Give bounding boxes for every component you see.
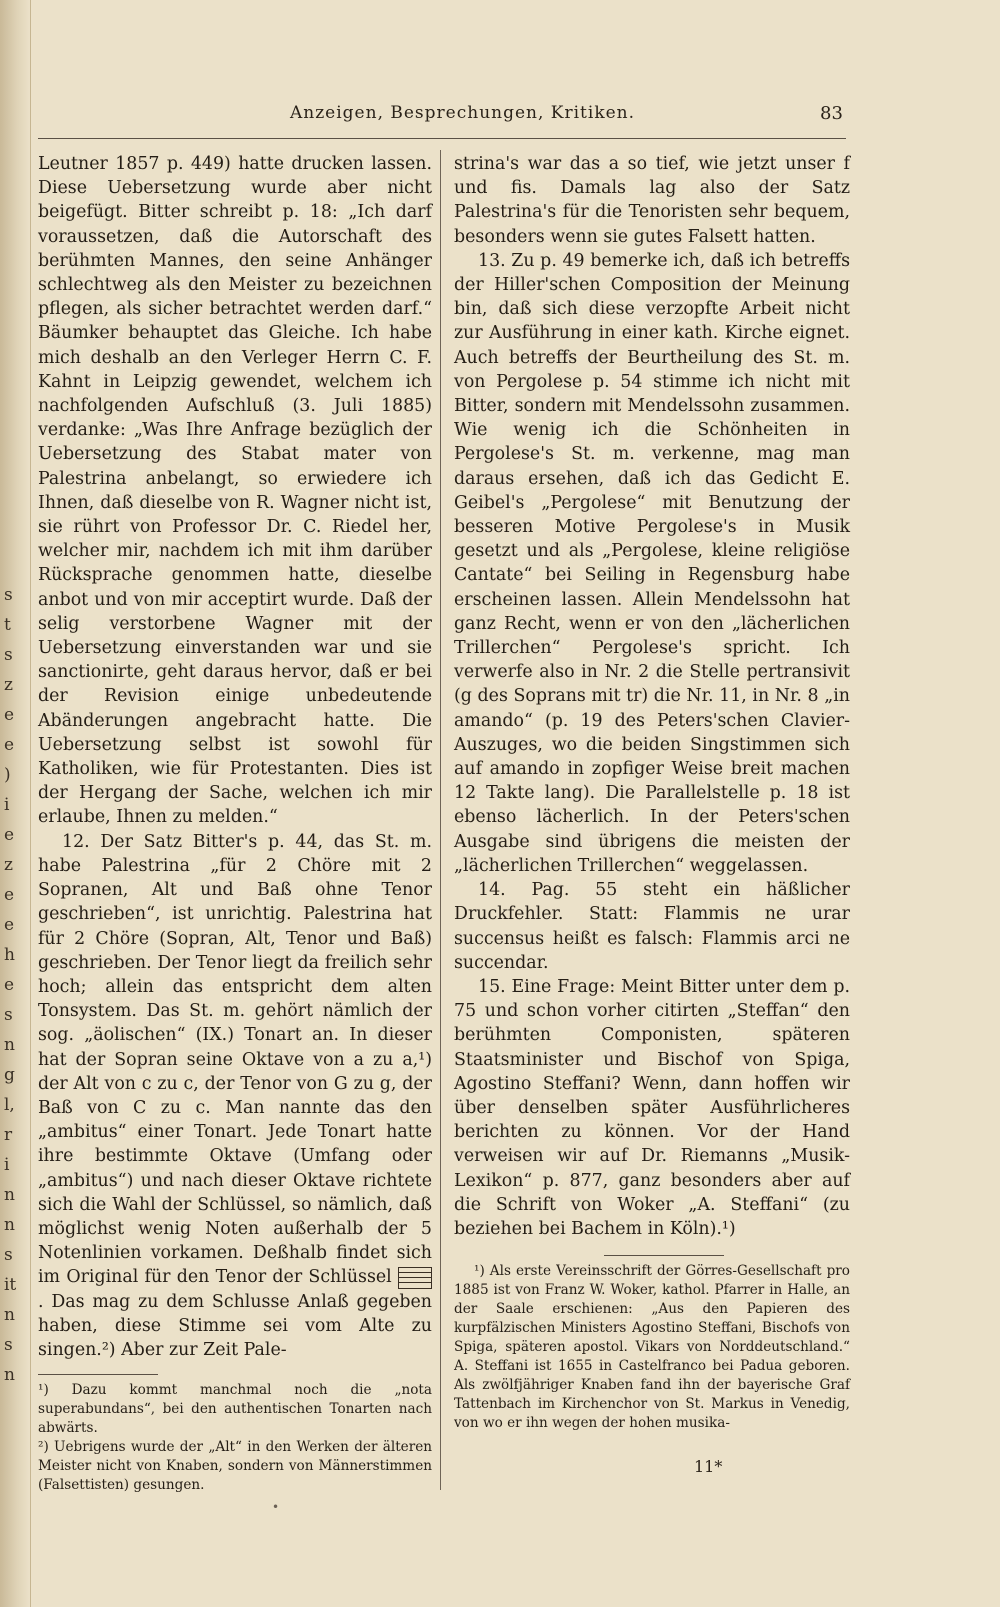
- margin-fragment: g: [4, 1065, 15, 1085]
- margin-fragment: it: [4, 1275, 17, 1295]
- right-column: [454, 152, 850, 1433]
- footnote: ¹) Als erste Vereinsschrift der Görres-Gesellschaft pro 1885 ist von Franz W. Woker, kathol. Pfarrer in Halle, an der Saale erschienen: „Aus den Papieren des kurpfälzischen Ministers Agostino Steffani, Bischofs von Spiga, späteren apostol. Vikars von Norddeutschland.“ A. Steffani ist 1655 in Castelfranco bei Padua geboren. Als zwölfjähriger Knaben fand ihn der bayerische Graf Tattenbach im Kirchenchor von St. Markus in Venedig, von wo er ihn wegen der hohen musika-: [454, 1263, 850, 1432]
- margin-fragment: e: [4, 885, 15, 905]
- margin-fragment: i: [4, 795, 10, 815]
- paragraph: 14. Pag. 55 steht ein häßlicher Druckfehler. Statt: Flammis ne urar succensus heißt es falsch: Flammis arci ne succendar.: [454, 880, 850, 973]
- margin-fragment: s: [4, 585, 13, 605]
- margin-fragment: i: [4, 1155, 10, 1175]
- tenor-clef-icon: [398, 1267, 432, 1289]
- footnote-rule: [604, 1255, 724, 1256]
- margin-fragment: z: [4, 855, 13, 875]
- margin-fragment: l,: [4, 1095, 15, 1115]
- margin-fragment: e: [4, 975, 15, 995]
- binding-edge: [0, 0, 31, 1607]
- footnote: ²) Uebrigens wurde der „Alt“ in den Werken der älteren Meister nicht von Knaben, sondern von Männerstimmen (Falsettisten) gesungen.: [38, 1439, 432, 1494]
- margin-fragment: n: [4, 1035, 15, 1055]
- paragraph: 13. Zu p. 49 bemerke ich, daß ich betreffs der Hiller'schen Composition der Meinung bin, daß sich diese verzopfte Arbeit nicht zur Ausführung in einer kath. Kirche eignet. Auch betreffs der Beurtheilung des St. m. von Pergolese p. 54 stimme ich nicht mit Bitter, sondern mit Mendelssohn zusammen. Wie wenig ich die Schönheiten in Pergolese's St. m. verkenne, mag man daraus ersehen, daß ich das Gedicht E. Geibel's „Pergolese“ mit Benutzung der besseren Motive Pergolese's in Musik gesetzt und als „Pergolese, kleine religiöse Cantate“ bei Seiling in Regensburg habe erscheinen lassen. Allein Mendelssohn hat ganz Recht, wenn er von den „lächerlichen Trillerchen“ Pergolese's spricht. Ich verwerfe also in Nr. 2 die Stelle pertransivit (g des Soprans mit tr) die Nr. 11, in Nr. 8 „in amando“ (p. 19 des Peters'schen Clavier-Auszuges, wo die beiden Singstimmen sich auf amando in zopfiger Weise breit machen 12 Takte lang). Die Parallelstelle p. 18 ist ebenso lächerlich. In der Peters'schen Ausgabe sind übrigens die meisten der „lächerlichen Trillerchen“ weggelassen.: [454, 250, 850, 876]
- signature-mark: 11*: [694, 1457, 723, 1476]
- margin-fragment: e: [4, 705, 15, 725]
- paragraph: Leutner 1857 p. 449) hatte drucken lassen. Diese Uebersetzung wurde aber nicht beigefügt. Bitter schreibt p. 18: „Ich darf voraussetzen, daß die Autorschaft des berühmten Mannes, den seine Anhänger schlechtweg als den Meister zu bezeichnen pflegen, als sicher betrachtet werden darf.“ Bäumker behauptet das Gleiche. Ich habe mich deshalb an den Verleger Herrn C. F. Kahnt in Leipzig gewendet, welchem ich nachfolgenden Aufschluß (3. Juli 1885) verdanke: „Was Ihre Anfrage bezüglich der Uebersetzung des Stabat mater von Palestrina anbelangt, so erwiedere ich Ihnen, daß dieselbe von R. Wagner nicht ist, sie rührt von Professor Dr. C. Riedel her, welcher mir, nachdem ich mit ihm darüber Rücksprache genommen hatte, dieselbe anbot und von mir acceptirt wurde. Daß der selig verstorbene Wagner mit der Uebersetzung einverstanden war und sie sanctionirte, geht daraus hervor, daß er bei der Revision einige unbedeutende Abänderungen angebracht hatte. Die Uebersetzung selbst ist sowohl für Katholiken, wie für Protestanten. Dies ist der Hergang der Sache, welchen ich mir erlaube, Ihnen zu melden.“: [38, 154, 432, 828]
- column-rule: [440, 150, 441, 1490]
- footnote: ¹) Dazu kommt manchmal noch die „nota superabundans“, bei den authentischen Tonarten nach abwärts.: [38, 1382, 432, 1437]
- margin-fragment: s: [4, 1335, 13, 1355]
- page-speck: •: [272, 1500, 280, 1514]
- margin-fragment: r: [4, 1125, 13, 1145]
- margin-fragment: e: [4, 915, 15, 935]
- running-title: Anzeigen, Besprechungen, Kritiken.: [290, 103, 636, 123]
- header-rule: [38, 138, 846, 139]
- margin-fragment: s: [4, 1005, 13, 1025]
- margin-fragment: n: [4, 1185, 15, 1205]
- margin-fragment: e: [4, 825, 15, 845]
- paragraph: strina's war das a so tief, wie jetzt unser f und fis. Damals lag also der Satz Palestrina's für die Tenoristen sehr bequem, besonders wenn sie gutes Falsett hatten.: [454, 154, 850, 247]
- margin-fragment: s: [4, 1245, 13, 1265]
- margin-fragment: e: [4, 735, 15, 755]
- margin-fragment: n: [4, 1365, 15, 1385]
- paragraph-text: Das mag zu dem Schlusse Anlaß gegeben haben, diese Stimme sei vom Alte zu singen.²) Aber zur Zeit Pale-: [38, 1291, 432, 1360]
- margin-fragment: n: [4, 1305, 15, 1325]
- left-column: [38, 152, 432, 1495]
- paragraph: 12. Der Satz Bitter's p. 44, das St. m. habe Palestrina „für 2 Chöre mit 2 Sopranen, Alt und Baß ohne Tenor geschrieben“, ist unrichtig. Palestrina hat für 2 Chöre (Sopran, Alt, Tenor und Baß) geschrieben. Der Tenor liegt da freilich sehr hoch; allein das entspricht dem alten Tonsystem. Das St. m. gehört nämlich der sog. „äolischen“ (IX.) Tonart an. In dieser hat der Sopran seine Oktave von a zu a,¹) der Alt von c zu c, der Tenor von G zu g, der Baß von C zu c. Man nannte das den „ambitus“ einer Tonart. Jede Tonart hatte ihre bestimmte Oktave (Umfang oder „ambitus“) und nach dieser Oktave richtete sich die Wahl der Schlüssel, so nämlich, daß möglichst wenig Noten außerhalb der 5 Notenlinien vorkamen. Deßhalb findet sich im Original für den Tenor der Schlüssel . Das mag zu dem Schlusse Anlaß gegeben haben, diese Stimme sei vom Alte zu singen.²) Aber zur Zeit Pale-: [38, 831, 432, 1360]
- margin-fragment: n: [4, 1215, 15, 1235]
- margin-fragment: h: [4, 945, 15, 965]
- margin-fragment: z: [4, 675, 13, 695]
- footnote-rule: [38, 1374, 158, 1375]
- margin-fragment: ): [4, 765, 11, 785]
- margin-fragment: t: [4, 615, 11, 635]
- margin-fragment: s: [4, 645, 13, 665]
- paragraph-text: 12. Der Satz Bitter's p. 44, das St. m. habe Palestrina „für 2 Chöre mit 2 Sopranen, Alt und Baß ohne Tenor geschrieben“, ist unrichtig. Palestrina hat für 2 Chöre (Sopran, Alt, Tenor und Baß) geschrieben. Der Tenor liegt da freilich sehr hoch; allein das entspricht dem alten Tonsystem. Das St. m. gehört nämlich der sog. „äolischen“ (IX.) Tonart an. In dieser hat der Sopran seine Oktave von a zu a,¹) der Alt von c zu c, der Tenor von G zu g, der Baß von C zu c. Man nannte das den „ambitus“ einer Tonart. Jede Tonart hatte ihre bestimmte Oktave (Umfang oder „ambitus“) und nach dieser Oktave richtete sich die Wahl der Schlüssel, so nämlich, daß möglichst wenig Noten außerhalb der 5 Notenlinien vorkamen. Deßhalb findet sich im Original für den Tenor der Schlüssel: [38, 831, 432, 1288]
- page-number: 83: [820, 103, 843, 124]
- paragraph: 15. Eine Frage: Meint Bitter unter dem p. 75 und schon vorher citirten „Steffan“ den berühmten Componisten, späteren Staatsminister und Bischof von Spiga, Agostino Steffani? Wenn, dann hoffen wir über denselben später Ausführlicheres berichten zu können. Vor der Hand verweisen wir auf Dr. Riemanns „Musik-Lexikon“ p. 877, ganz besonders aber auf die Schrift von Woker „A. Steffani“ (zu beziehen bei Bachem in Köln).¹): [454, 976, 850, 1239]
